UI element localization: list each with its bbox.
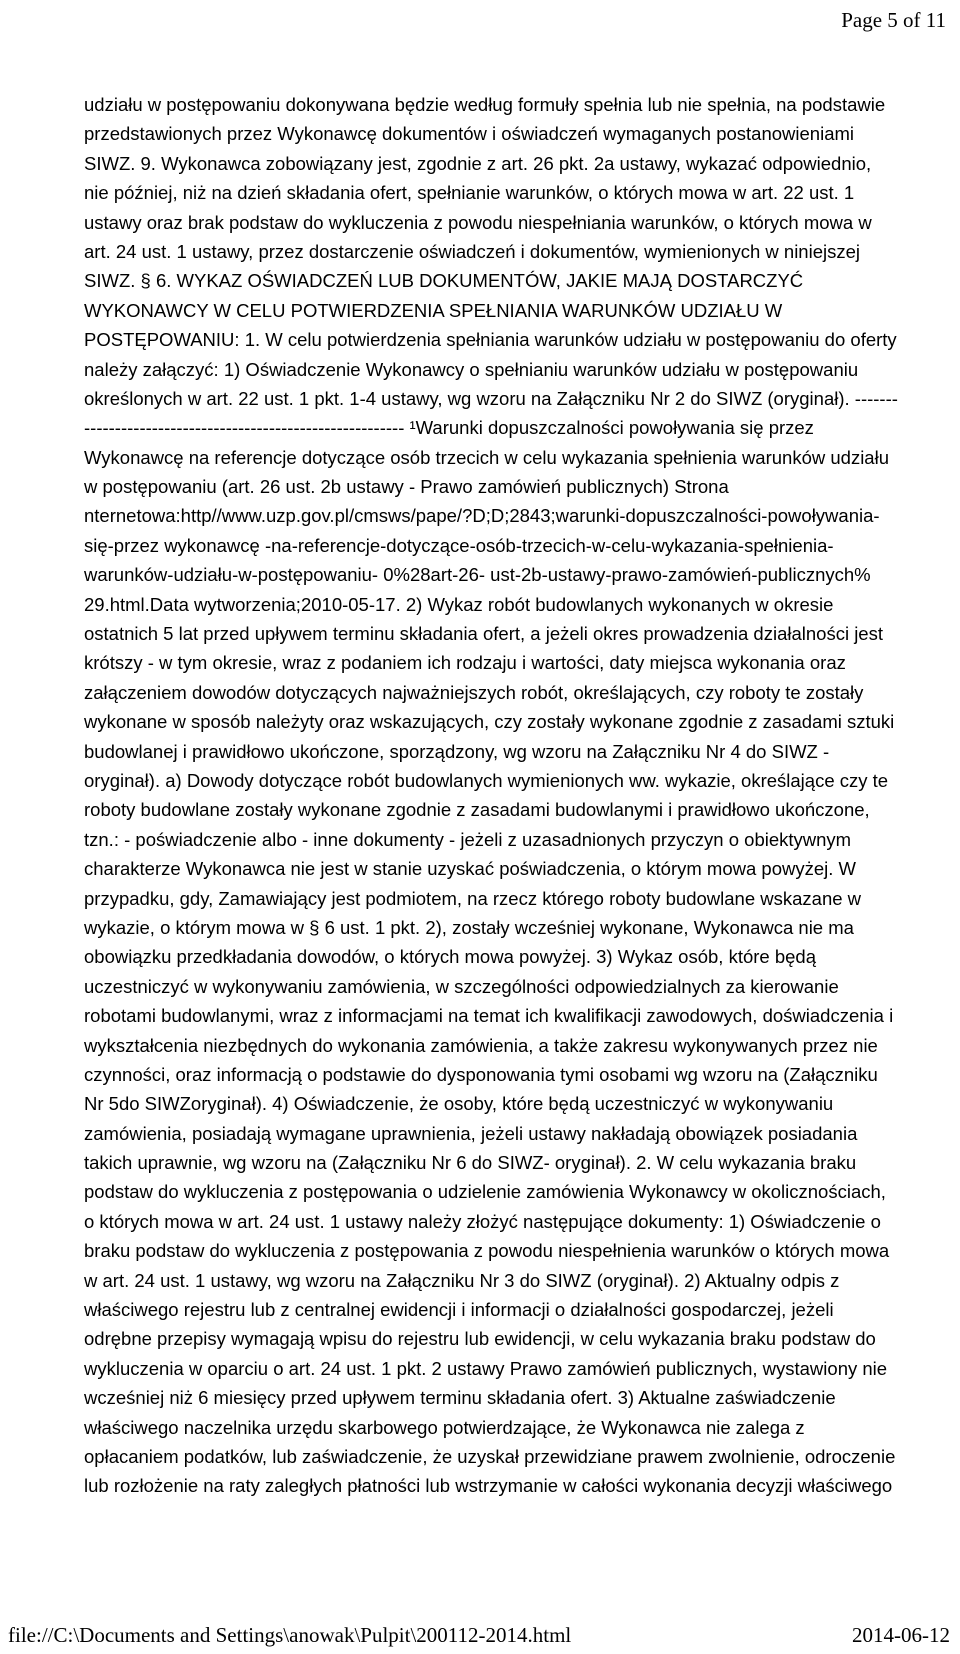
text-line: WYKONAWCY W CELU POTWIERDZENIA SPEŁNIANIA WARUNKÓW UDZIAŁU W xyxy=(84,299,783,321)
text-line: SIWZ. 9. Wykonawca zobowiązany jest, zgodnie z art. 26 pkt. 2a ustawy, wykazać odpowiednio, xyxy=(84,152,872,174)
text-line: ustawy oraz brak podstaw do wykluczenia z powodu niespełniania warunków, o których mowa w xyxy=(84,211,872,233)
text-line: opłacaniem podatków, lub zaświadczenie, że uzyskał przewidziane prawem zwolnienie, odroczenie xyxy=(84,1445,896,1467)
text-line: budowlanej i prawidłowo ukończone, sporządzony, wg wzoru na Załączniku Nr 4 do SIWZ - xyxy=(84,740,830,762)
text-line: odrębne przepisy wymagają wpisu do rejestru lub ewidencji, w celu wykazania braku podstaw do xyxy=(84,1328,876,1350)
text-line: oryginał). a) Dowody dotyczące robót budowlanych wymienionych ww. wykazie, określające czy te xyxy=(84,769,889,791)
text-line: udziału w postępowaniu dokonywana będzie według formuły spełnia lub nie spełnia, na podstawie xyxy=(84,94,886,115)
text-line: należy załączyć: 1) Oświadczenie Wykonawcy o spełnianiu warunków udziału w postępowaniu xyxy=(84,358,859,380)
text-line: wykształcenia niezbędnych do wykonania zamówienia, a także zakresu wykonywanych przez nie xyxy=(84,1034,878,1056)
text-line: wcześniej niż 6 miesięcy przed upływem terminu składania ofert. 3) Aktualne zaświadczenie xyxy=(84,1387,836,1409)
print-footer xyxy=(0,1622,960,1648)
text-line: obowiązku przedkładania dowodów, o których mowa powyżej. 3) Wykaz osób, które będą xyxy=(84,946,816,968)
text-line: lub rozłożenie na raty zaległych płatności lub wstrzymanie w całości wykonania decyzji właściwego xyxy=(84,1475,893,1497)
text-line: nie później, niż na dzień składania ofert, spełnianie warunków, o których mowa w art. 22 ust. 1 xyxy=(84,182,855,204)
text-line: ostatnich 5 lat przed upływem terminu składania ofert, a jeżeli okres prowadzenia działalności jest xyxy=(84,623,883,645)
text-line: Nr 5do SIWZoryginał). 4) Oświadczenie, że osoby, które będą uczestniczyć w wykonywaniu xyxy=(84,1093,834,1115)
text-line: ---------------------------------------------------- ¹Warunki dopuszczalności powoływania się przez xyxy=(84,417,814,439)
text-line: wykluczenia w oparciu o art. 24 ust. 1 pkt. 2 ustawy Prawo zamówień publicznych, wystawiony nie xyxy=(84,1357,888,1379)
text-line: wykazie, o którym mowa w § 6 ust. 1 pkt. 2), zostały wcześniej wykonane, Wykonawca nie ma xyxy=(84,916,854,938)
text-line: 29.html.Data wytworzenia;2010-05-17. 2) Wykaz robót budowlanych wykonanych w okresie xyxy=(84,593,834,615)
text-line: podstaw do wykluczenia z postępowania o udzielenie zamówienia Wykonawcy w okolicznościach, xyxy=(84,1181,886,1203)
text-line: uczestniczyć w wykonywaniu zamówienia, w szczególności odpowiedzialnych za kierowanie xyxy=(84,975,839,997)
text-line: Wykonawcę na referencje dotyczące osób trzecich w celu wykazania spełnienia warunków udziału xyxy=(84,446,889,468)
text-line: czynności, oraz informacją o podstawie do dysponowania tymi osobami wg wzoru na (Załączniku xyxy=(84,1063,878,1085)
text-line: zamówienia, posiadają wymagane uprawnienia, jeżeli ustawy nakładają obowiązek posiadania xyxy=(84,1122,858,1144)
text-line: nternetowa:http//www.uzp.gov.pl/cmsws/pape/?D;D;2843;warunki-dopuszczalności-powoływania- xyxy=(84,505,880,527)
text-line: o których mowa w art. 24 ust. 1 ustawy należy złożyć następujące dokumenty: 1) Oświadczenie o xyxy=(84,1210,881,1232)
text-line: roboty budowlane zostały wykonane zgodnie z zasadami budowlanymi i prawidłowo ukończone, xyxy=(84,799,870,821)
text-line: robotami budowlanymi, wraz z informacjami na temat ich kwalifikacji zawodowych, doświadczenia i xyxy=(84,1005,894,1027)
text-line: wykonane w sposób należyty oraz wskazujących, czy zostały wykonane zgodnie z zasadami sztuki xyxy=(84,711,895,733)
page-number: Page 5 of 11 xyxy=(841,8,946,32)
text-line: się-przez wykonawcę -na-referencje-dotyczące-osób-trzecich-w-celu-wykazania-spełnienia- xyxy=(84,534,834,556)
text-line: w postępowaniu (art. 26 ust. 2b ustawy - Prawo zamówień publicznych) Strona xyxy=(84,476,729,498)
text-line: POSTĘPOWANIU: 1. W celu potwierdzenia spełniania warunków udziału w postępowaniu do oferty xyxy=(84,329,897,351)
text-line: w art. 24 ust. 1 ustawy, wg wzoru na Załączniku Nr 3 do SIWZ (oryginał). 2) Aktualny odpis z xyxy=(84,1269,840,1291)
text-line: takich uprawnie, wg wzoru na (Załączniku Nr 6 do SIWZ- oryginał). 2. W celu wykazania braku xyxy=(84,1152,857,1174)
text-line: przedstawionych przez Wykonawcę dokumentów i oświadczeń wymaganych postanowieniami xyxy=(84,123,855,145)
text-line: określonych w art. 22 ust. 1 pkt. 1-4 ustawy, wg wzoru na Załączniku Nr 2 do SIWZ (oryginał). ------- xyxy=(84,387,898,409)
text-line: charakterze Wykonawca nie jest w stanie uzyskać poświadczenia, o którym mowa powyżej. W xyxy=(84,858,856,880)
text-line: art. 24 ust. 1 ustawy, przez dostarczenie oświadczeń i dokumentów, wymienionych w niniejszej xyxy=(84,240,860,262)
document-body xyxy=(84,90,952,1501)
text-line: braku podstaw do wykluczenia z postępowania z powodu niespełnienia warunków o których mowa xyxy=(84,1240,890,1262)
text-line: załączeniem dowodów dotyczących najważniejszych robót, określających, czy roboty te zostały xyxy=(84,681,864,703)
text-line: właściwego rejestru lub z centralnej ewidencji i informacji o działalności gospodarczej, jeżeli xyxy=(84,1299,834,1321)
text-line: przypadku, gdy, Zamawiający jest podmiotem, na rzecz którego roboty budowlane wskazane w xyxy=(84,887,862,909)
text-line: właściwego naczelnika urzędu skarbowego potwierdzające, że Wykonawca nie zalega z xyxy=(84,1416,805,1438)
text-line: krótszy - w tym okresie, wraz z podaniem ich rodzaju i wartości, daty miejsca wykonania oraz xyxy=(84,652,846,674)
print-date: 2014-06-12 xyxy=(852,1623,950,1647)
text-line: warunków-udziału-w-postępowaniu- 0%28art-26- ust-2b-ustawy-prawo-zamówień-publicznych% xyxy=(84,564,871,586)
text-line: tzn.: - poświadczenie albo - inne dokumenty - jeżeli z uzasadnionych przyczyn o obiektywnym xyxy=(84,828,852,850)
text-line: SIWZ. § 6. WYKAZ OŚWIADCZEŃ LUB DOKUMENTÓW, JAKIE MAJĄ DOSTARCZYĆ xyxy=(84,270,804,292)
file-path: file://C:\Documents and Settings\anowak\Pulpit\200112-2014.html xyxy=(8,1623,572,1647)
